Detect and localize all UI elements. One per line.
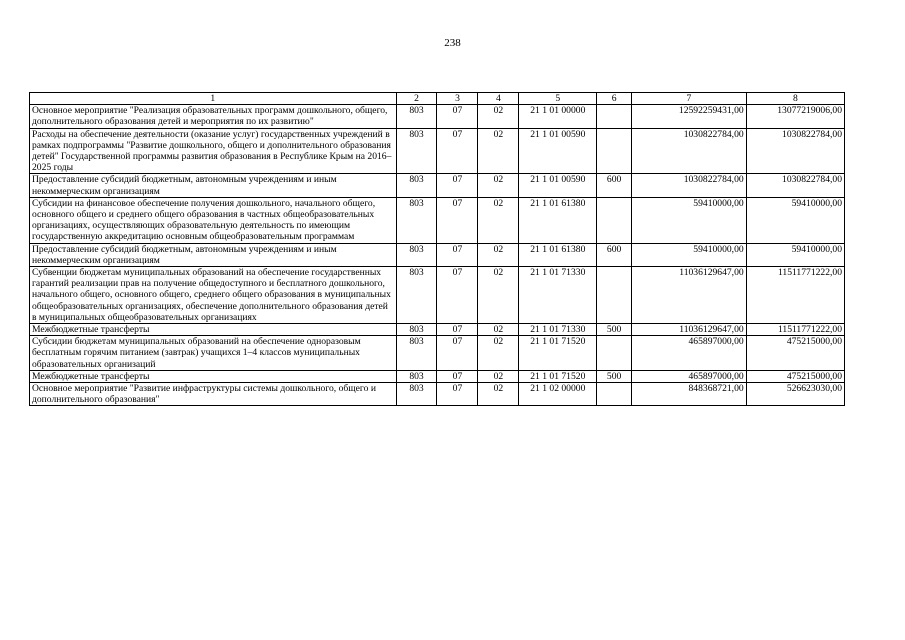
row-name: Межбюджетные трансферты: [30, 324, 397, 336]
section-code: 07: [437, 197, 478, 243]
budget-table: [29, 92, 845, 406]
expense-type: [597, 197, 632, 243]
amount-year-1: 11036129647,00: [632, 324, 747, 336]
target-article: 21 1 01 61380: [519, 197, 597, 243]
section-code: 07: [437, 243, 478, 266]
subsection-code: 02: [478, 383, 519, 406]
table-row: [30, 197, 845, 243]
target-article: 21 1 01 71330: [519, 267, 597, 324]
subsection-code: 02: [478, 267, 519, 324]
subsection-code: 02: [478, 197, 519, 243]
amount-year-2: 475215000,00: [746, 370, 844, 382]
amount-year-2: 13077219006,00: [746, 105, 844, 128]
section-code: 07: [437, 370, 478, 382]
subsection-code: 02: [478, 243, 519, 266]
target-article: 21 1 01 71520: [519, 336, 597, 371]
table-body: [30, 105, 845, 406]
target-article: 21 1 01 61380: [519, 243, 597, 266]
amount-year-2: 1030822784,00: [746, 174, 844, 197]
target-article: 21 1 01 71330: [519, 324, 597, 336]
ministry-code: 803: [396, 105, 437, 128]
ministry-code: 803: [396, 197, 437, 243]
amount-year-1: 59410000,00: [632, 197, 747, 243]
table-row: [30, 105, 845, 128]
target-article: 21 1 01 00000: [519, 105, 597, 128]
column-header: 7: [632, 93, 747, 105]
page-number: 238: [444, 37, 461, 49]
expense-type: 500: [597, 324, 632, 336]
section-code: 07: [437, 174, 478, 197]
row-name: Основное мероприятие "Реализация образовательных программ дошкольного, общего, дополнительного образования детей и мероприятия по их развитию": [30, 105, 397, 128]
amount-year-1: 11036129647,00: [632, 267, 747, 324]
amount-year-1: 59410000,00: [632, 243, 747, 266]
amount-year-2: 1030822784,00: [746, 128, 844, 174]
amount-year-2: 59410000,00: [746, 197, 844, 243]
amount-year-1: 12592259431,00: [632, 105, 747, 128]
row-name: Расходы на обеспечение деятельности (оказание услуг) государственных учреждений в рамках подпрограммы "Развитие дошкольного, общего и дополнительного образования детей" Государственной программы развития образования в Республике Крым на 2016–2025 годы: [30, 128, 397, 174]
expense-type: [597, 383, 632, 406]
ministry-code: 803: [396, 383, 437, 406]
row-name: Межбюджетные трансферты: [30, 370, 397, 382]
column-header: 5: [519, 93, 597, 105]
row-name: Предоставление субсидий бюджетным, автономным учреждениям и иным некоммерческим организациям: [30, 243, 397, 266]
row-name: Предоставление субсидий бюджетным, автономным учреждениям и иным некоммерческим организациям: [30, 174, 397, 197]
table-header: [30, 93, 845, 105]
expense-type: 500: [597, 370, 632, 382]
target-article: 21 1 02 00000: [519, 383, 597, 406]
table-row: [30, 324, 845, 336]
expense-type: [597, 128, 632, 174]
target-article: 21 1 01 00590: [519, 174, 597, 197]
expense-type: [597, 336, 632, 371]
subsection-code: 02: [478, 128, 519, 174]
table-row: [30, 383, 845, 406]
table-row: [30, 174, 845, 197]
subsection-code: 02: [478, 105, 519, 128]
column-header: 8: [746, 93, 844, 105]
table-row: [30, 128, 845, 174]
section-code: 07: [437, 336, 478, 371]
row-name: Субвенции бюджетам муниципальных образований на обеспечение государственных гарантий реализации прав на получение общедоступного и бесплатного дошкольного, начального общего, основного общего, среднего общего образования в муниципальных общеобразовательных организациях, обеспечение дополнительного образования детей в муниципальных общеобразовательных организациях: [30, 267, 397, 324]
amount-year-1: 465897000,00: [632, 370, 747, 382]
column-header: 4: [478, 93, 519, 105]
row-name: Субсидии бюджетам муниципальных образований на обеспечение одноразовым бесплатным горячим питанием (завтрак) учащихся 1–4 классов муниципальных образовательных организаций: [30, 336, 397, 371]
expense-type: [597, 105, 632, 128]
ministry-code: 803: [396, 336, 437, 371]
section-code: 07: [437, 105, 478, 128]
section-code: 07: [437, 324, 478, 336]
subsection-code: 02: [478, 336, 519, 371]
amount-year-2: 475215000,00: [746, 336, 844, 371]
amount-year-2: 59410000,00: [746, 243, 844, 266]
ministry-code: 803: [396, 128, 437, 174]
column-header: 3: [437, 93, 478, 105]
section-code: 07: [437, 128, 478, 174]
row-name: Субсидии на финансовое обеспечение получения дошкольного, начального общего, основного общего и среднего общего образования в частных общеобразовательных организациях, осуществляющих образовательную деятельность по имеющим государственную аккредитацию основным общеобразовательным программам: [30, 197, 397, 243]
subsection-code: 02: [478, 324, 519, 336]
amount-year-2: 526623030,00: [746, 383, 844, 406]
ministry-code: 803: [396, 324, 437, 336]
expense-type: [597, 267, 632, 324]
row-name: Основное мероприятие "Развитие инфраструктуры системы дошкольного, общего и дополнительного образования": [30, 383, 397, 406]
subsection-code: 02: [478, 370, 519, 382]
amount-year-2: 11511771222,00: [746, 324, 844, 336]
ministry-code: 803: [396, 267, 437, 324]
table-row: [30, 336, 845, 371]
column-header: 1: [30, 93, 397, 105]
target-article: 21 1 01 00590: [519, 128, 597, 174]
table-row: [30, 370, 845, 382]
ministry-code: 803: [396, 243, 437, 266]
amount-year-2: 11511771222,00: [746, 267, 844, 324]
amount-year-1: 465897000,00: [632, 336, 747, 371]
table-row: [30, 267, 845, 324]
ministry-code: 803: [396, 370, 437, 382]
expense-type: 600: [597, 243, 632, 266]
column-header: 2: [396, 93, 437, 105]
target-article: 21 1 01 71520: [519, 370, 597, 382]
subsection-code: 02: [478, 174, 519, 197]
header-row: [30, 93, 845, 105]
section-code: 07: [437, 383, 478, 406]
ministry-code: 803: [396, 174, 437, 197]
amount-year-1: 1030822784,00: [632, 128, 747, 174]
amount-year-1: 848368721,00: [632, 383, 747, 406]
section-code: 07: [437, 267, 478, 324]
amount-year-1: 1030822784,00: [632, 174, 747, 197]
table-row: [30, 243, 845, 266]
expense-type: 600: [597, 174, 632, 197]
column-header: 6: [597, 93, 632, 105]
